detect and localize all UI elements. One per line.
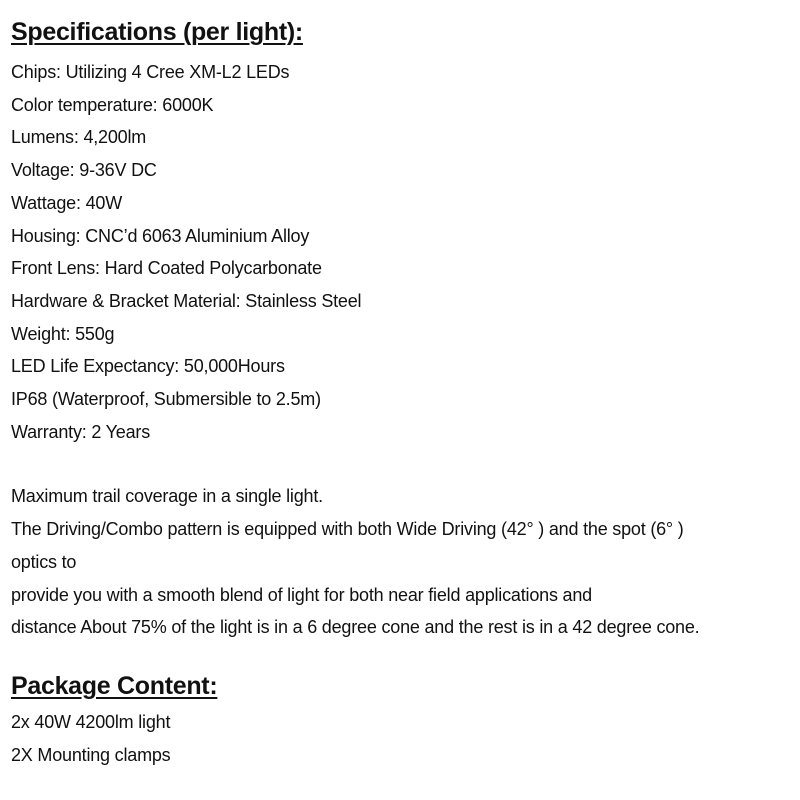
spec-item-ip-rating: IP68 (Waterproof, Submersible to 2.5m) — [11, 389, 321, 410]
spec-item-chips: Chips: Utilizing 4 Cree XM-L2 LEDs — [11, 62, 290, 82]
product-spec-document — [11, 14, 791, 771]
spec-item-led-life: LED Life Expectancy: 50,000Hours — [11, 356, 285, 377]
specifications-list — [11, 56, 791, 448]
spec-item-voltage: Voltage: 9-36V DC — [11, 160, 157, 181]
description-line: The Driving/Combo pattern is equipped with both Wide Driving (42° ) and the spot (6° ) — [11, 519, 684, 540]
description-line: provide you with a smooth blend of light for both near field applications and — [11, 584, 592, 605]
spec-item-color-temperature: Color temperature: 6000K — [11, 94, 214, 115]
spec-item-weight: Weight: 550g — [11, 323, 115, 344]
description-line: optics to — [11, 551, 77, 572]
description-block — [11, 480, 791, 644]
spec-item-wattage: Wattage: 40W — [11, 192, 122, 213]
package-item-clamps: 2X Mounting clamps — [11, 744, 171, 765]
spec-item-warranty: Warranty: 2 Years — [11, 421, 151, 442]
specifications-heading: Specifications (per light): — [11, 18, 303, 46]
spec-item-lumens: Lumens: 4,200lm — [11, 127, 147, 148]
spec-item-front-lens: Front Lens: Hard Coated Polycarbonate — [11, 258, 322, 279]
spec-item-hardware-material: Hardware & Bracket Material: Stainless Steel — [11, 290, 362, 311]
package-item-lights: 2x 40W 4200lm light — [11, 711, 171, 732]
description-line: Maximum trail coverage in a single light. — [11, 486, 323, 507]
package-content-list — [11, 706, 791, 771]
description-line: distance About 75% of the light is in a 6 degree cone and the rest is in a 42 degree cone. — [11, 617, 700, 638]
spec-item-housing: Housing: CNC’d 6063 Aluminium Alloy — [11, 225, 310, 246]
package-content-heading: Package Content: — [11, 671, 218, 700]
